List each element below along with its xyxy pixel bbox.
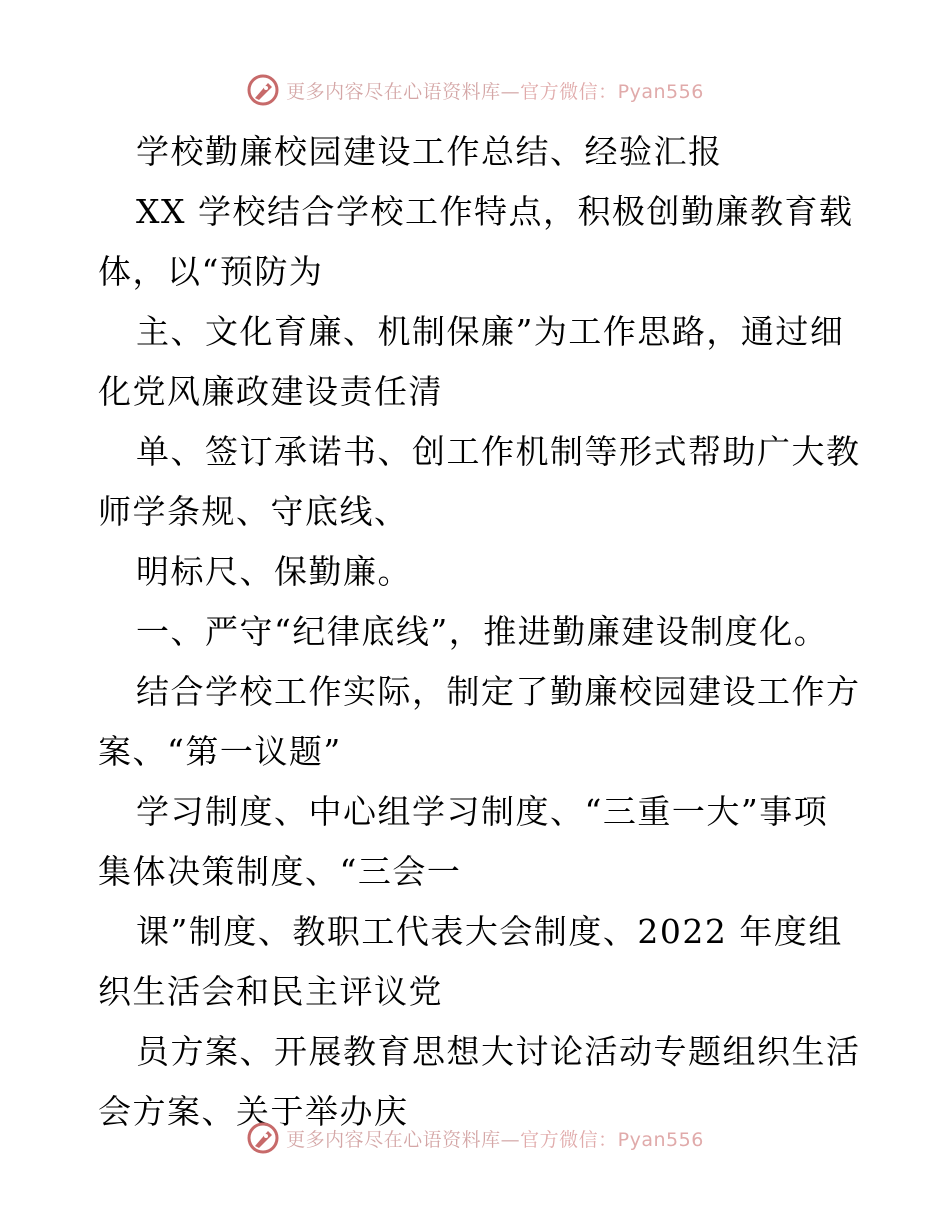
text-line: 学习制度、中心组学习制度、“三重一大”事项 <box>136 792 829 831</box>
pen-nib-circle-icon <box>246 1121 280 1155</box>
text-line: 化党风廉政建设责任清 <box>98 372 443 411</box>
text-line: 一、严守“纪律底线”，推进勤廉建设制度化。 <box>136 612 829 651</box>
banner-contact: 官方微信：Pyan556 <box>520 80 704 103</box>
banner-text <box>286 77 704 104</box>
text-line: 主、文化育廉、机制保廉”为工作思路，通过细 <box>136 312 845 351</box>
text-line: 体，以“预防为 <box>98 252 324 291</box>
text-line: 师学条规、守底线、 <box>98 492 409 531</box>
pen-nib-circle-icon <box>246 73 280 107</box>
text-line: 结合学校工作实际，制定了勤廉校园建设工作方 <box>136 672 861 711</box>
banner-contact: 官方微信：Pyan556 <box>520 1128 704 1151</box>
text-line: 员方案、开展教育思想大讨论活动专题组织生活 <box>136 1032 861 1071</box>
text-line: 单、签订承诺书、创工作机制等形式帮助广大教 <box>136 432 861 471</box>
text-line: XX 学校结合学校工作特点，积极创勤廉教育载 <box>136 192 854 231</box>
text-line: 案、“第一议题” <box>98 732 342 771</box>
header-banner <box>0 70 950 110</box>
text-line: 会方案、关于举办庆 <box>98 1092 409 1131</box>
text-line: 集体决策制度、“三会一 <box>98 852 462 891</box>
banner-text <box>286 1125 704 1152</box>
banner-title: 更多内容尽在心语资料库 <box>286 1128 501 1151</box>
text-line: 学校勤廉校园建设工作总结、经验汇报 <box>136 132 723 171</box>
banner-separator: — <box>500 1128 521 1151</box>
banner-separator: — <box>500 80 521 103</box>
banner-title: 更多内容尽在心语资料库 <box>286 80 501 103</box>
document-body <box>98 122 861 1142</box>
footer-banner <box>0 1118 950 1158</box>
text-line: 明标尺、保勤廉。 <box>136 552 412 591</box>
text-line: 织生活会和民主评议党 <box>98 972 443 1011</box>
text-line: 课”制度、教职工代表大会制度、2022 年度组 <box>136 912 843 951</box>
